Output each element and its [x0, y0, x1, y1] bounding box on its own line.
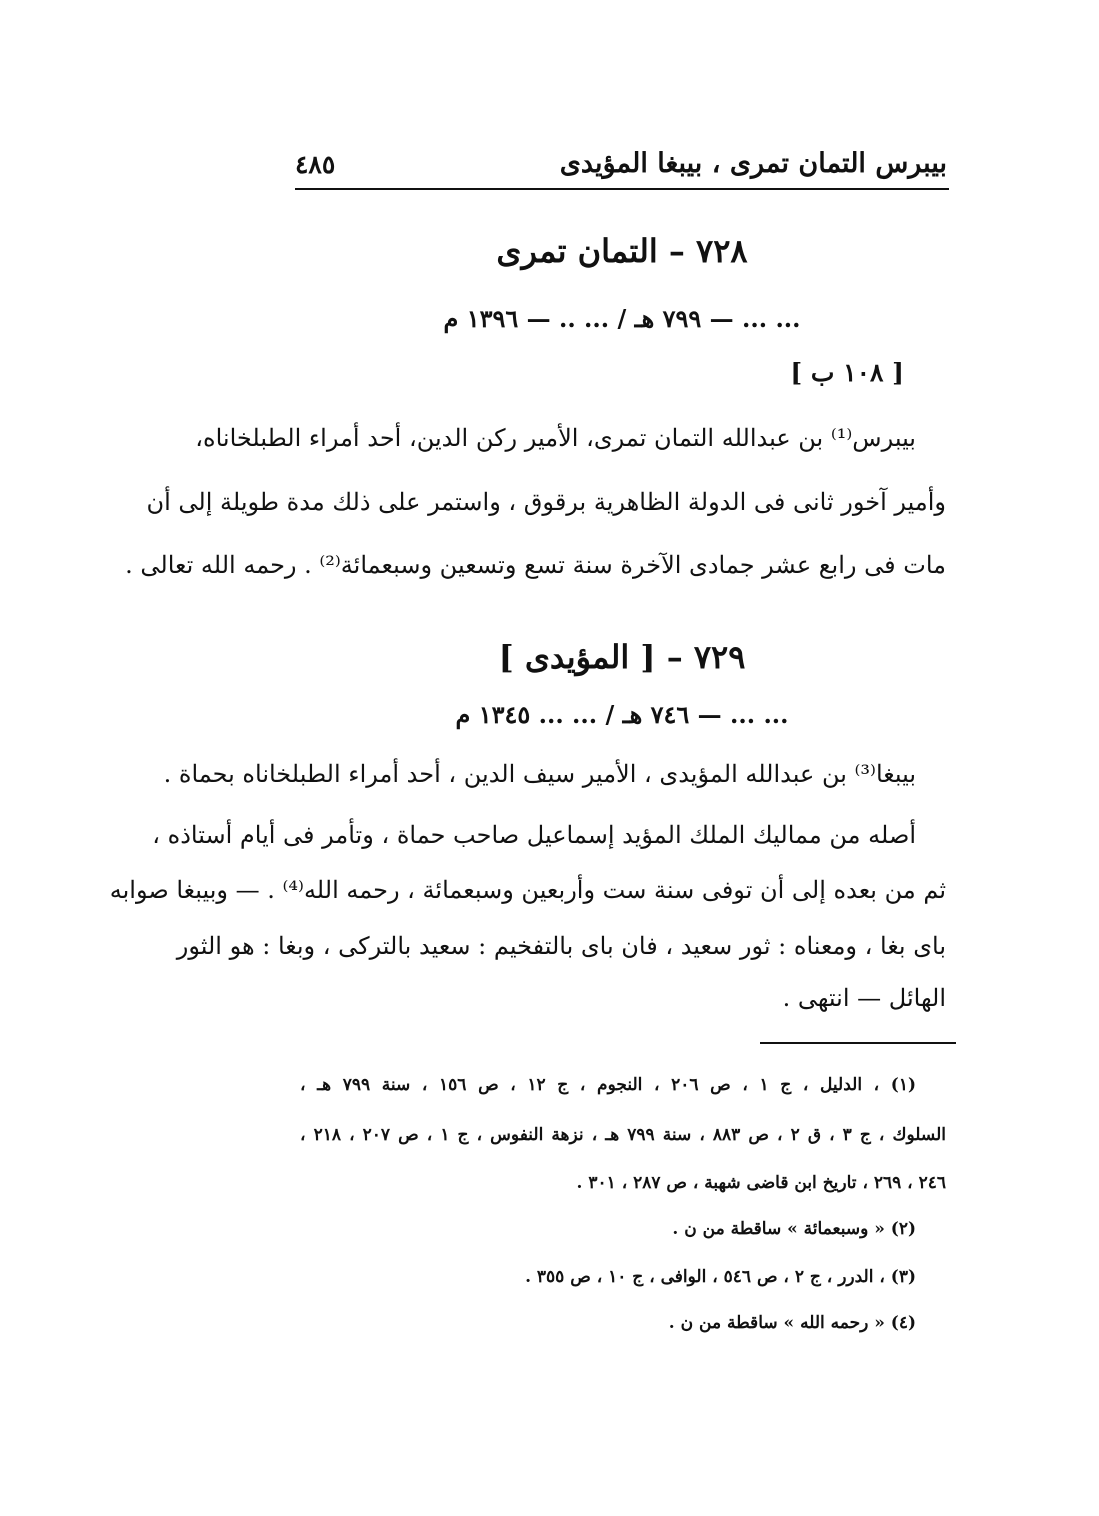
footnote: (١) ، الدليل ، ج ١ ، ص ٢٠٦ ، النجوم ، ج ١٢ ، ص ١٥٦ ، سنة ٧٩٩ هـ ،: [300, 1075, 917, 1095]
body-line: باى بغا ، ومعناه : ثور سعيد ، فان باى بالتفخيم : سعيد بالتركى ، وبغا : هو الثور: [176, 932, 946, 960]
entry-heading-729: ٧٢٩ – [ المؤيدى ]: [498, 638, 746, 676]
footnote: (٣) ، الدرر ، ج ٢ ، ص ٥٤٦ ، الوافى ، ج ١٠ ، ص ٣٥٥ .: [525, 1267, 916, 1287]
running-head: [295, 148, 947, 188]
footnote: ٢٤٦ ، ٢٦٩ ، تاريخ ابن قاضى شهبة ، ص ٢٨٧ ، ٣٠١ .: [576, 1173, 946, 1193]
footnote: (٤) « رحمه الله » ساقطة من ن .: [668, 1313, 916, 1333]
body-line: مات فى رابع عشر جمادى الآخرة سنة تسع وتسعين وسبعمائة⁽²⁾ . رحمه الله تعالى .: [125, 551, 946, 579]
footnote: السلوك ، ج ٣ ، ق ٢ ، ص ٨٨٣ ، سنة ٧٩٩ هـ ، نزهة النفوس ، ج ١ ، ص ٢٠٧ ، ٢١٨ ،: [300, 1125, 946, 1145]
entry-dates-728: ... ... — ٧٩٩ هـ / ... .. — ١٣٩٦ م: [443, 304, 801, 333]
body-line: وأمير آخور ثانى فى الدولة الظاهرية برقوق ، واستمر على ذلك مدة طويلة إلى أن: [146, 488, 946, 516]
header-rule: [295, 188, 949, 190]
body-line: أصله من مماليك الملك المؤيد إسماعيل صاحب حماة ، وتأمر فى أيام أستاذه ،: [152, 821, 916, 849]
footnote-rule: [760, 1042, 956, 1044]
body-line: ثم من بعده إلى أن توفى سنة ست وأربعين وسبعمائة ، رحمه الله⁽⁴⁾ . — وبيبغا صوابه: [109, 876, 946, 904]
running-title: بيبرس التمان تمرى ، بيبغا المؤيدى: [559, 148, 947, 179]
entry-dates-729: ... ... — ٧٤٦ هـ / ... ... ١٣٤٥ م: [455, 700, 789, 729]
body-line: الهائل — انتهى .: [782, 984, 946, 1012]
page-number: ٤٨٥: [295, 150, 336, 179]
entry-heading-728: ٧٢٨ – التمان تمرى: [496, 232, 748, 270]
body-line: بيبغا⁽³⁾ بن عبدالله المؤيدى ، الأمير سيف الدين ، أحد أمراء الطبلخاناه بحماة .: [163, 760, 916, 788]
body-line: بيبرس⁽¹⁾ بن عبدالله التمان تمرى، الأمير ركن الدين، أحد أمراء الطبلخاناه،: [195, 424, 916, 452]
folio-marker: [ ١٠٨ ب ]: [790, 358, 904, 387]
footnote: (٢) « وسبعمائة » ساقطة من ن .: [672, 1219, 916, 1239]
